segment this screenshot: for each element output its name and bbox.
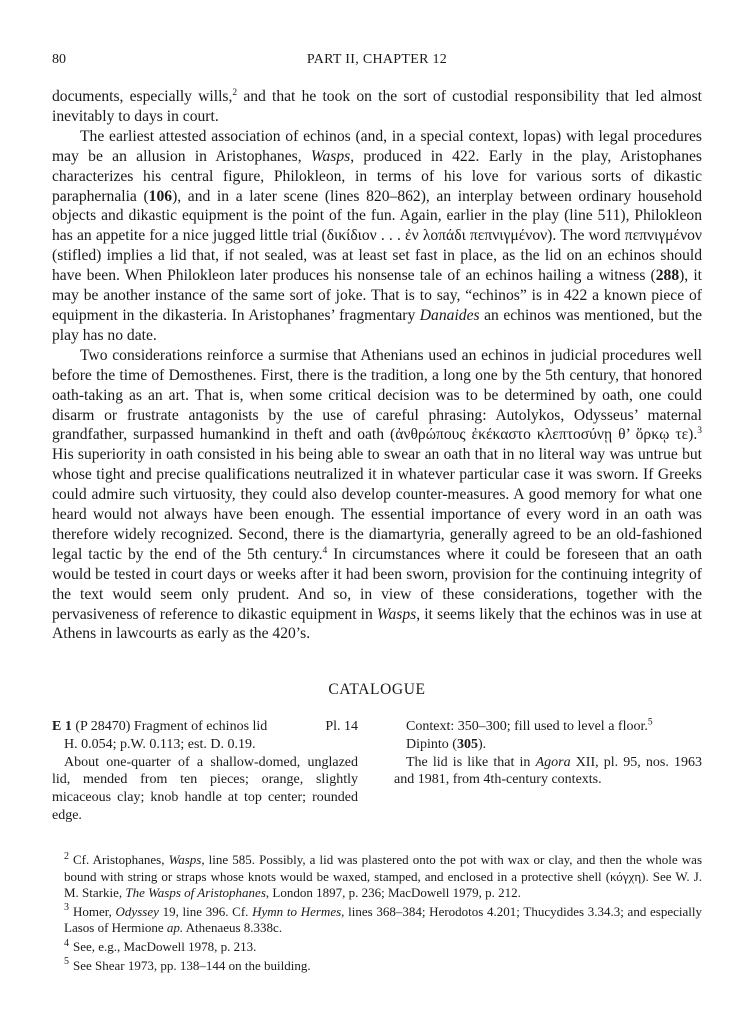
running-title: PART II, CHAPTER 12 — [306, 52, 448, 67]
catalogue-ref-106: 106 — [148, 187, 173, 205]
entry-dipinto: Dipinto (305). — [406, 736, 487, 752]
catalogue-heading: CATALOGUE — [328, 681, 426, 698]
page-header — [52, 52, 702, 72]
entry-description: About one-quarter of a shallow-domed, unglazed lid, mended from ten pieces; orange, slightly micaceous clay; knob handle at top center; rounded edge. — [52, 754, 358, 823]
entry-id: E 1 — [52, 719, 72, 734]
footnote-ref-3[interactable]: 3 — [697, 426, 702, 437]
footnote-3: $^3$ Homer, Odyssey 19, line 396. Cf. Hymn to Hermes, lines 368–384; Herodotos 4.201; Thucydides 3.34.3; and especially Lasos of Hermione ap. Athenaeus 8.338c. — [64, 902, 702, 936]
catalogue-right-column — [394, 718, 702, 789]
entry-title: (P 28470) Fragment of echinos lid — [71, 719, 268, 734]
catalogue-ref-288: 288 — [655, 267, 680, 285]
footnotes — [52, 852, 702, 976]
footnote-5: $^5$ See Shear 1973, pp. 138–144 on the building. — [64, 956, 311, 973]
footnote-2: $^2$ Cf. Aristophanes, Wasps, line 585. Possibly, a lid was plastered onto the pot with wax or clay, and then the whole was bound with string or straps whose knots would be waxed, stamped, and enclosed in a protective shell (κόγχη). See W. J. M. Starkie, The Wasps of Aristophanes, London 1897, p. 236; MacDowell 1979, p. 212. — [64, 850, 702, 901]
main-text — [52, 87, 702, 644]
entry-heading — [52, 718, 358, 736]
entry-comparison: The lid is like that in Agora XII, pl. 95, nos. 1963 and 1981, from 4th-century contexts. — [394, 754, 702, 788]
entry-context: Context: 350–300; fill used to level a floor.$^5$ — [406, 717, 653, 734]
footnote-ref-4[interactable]: 4 — [322, 545, 328, 556]
footnote-ref-5[interactable]: 5 — [647, 717, 653, 728]
plate-ref: Pl. 14 — [325, 719, 358, 734]
paragraph-1: documents, especially wills,$^2$ and that he took on the sort of custodial responsibility that led almost inevitably to days in court. — [52, 87, 702, 125]
catalogue-left-column — [52, 718, 358, 825]
entry-dimensions: H. 0.054; p.W. 0.113; est. D. 0.19. — [64, 736, 256, 752]
footnote-ref-2[interactable]: 2 — [232, 87, 238, 98]
paragraph-2: The earliest attested association of echinos (and, in a special context, lopas) with legal procedures may be an allusion in Aristophanes, Wasps, produced in 422. Early in the play, Aristophanes characterizes his central figure, Philokleon, in terms of his love for various sorts of dikastic paraphernalia (106), and in a later scene (lines 820–862), an interplay between ordinary household objects and dikastic equipment is the point of the fun. Again, earlier in the play (line 511), Philokleon has an appetite for a nice jugged little trial (δικίδιον . . . ἐν λοπάδι πεπνιγμένον). The word πεπνιγμένον (stifled) implies a lid that, if not sealed, was at least set fast in place, as the lid on an echinos should have been. When Philokleon later produces his nonsense tale of an echinos hailing a witness (288), it may be another instance of the same sort of joke. That is to say, “echinos” is in 422 a known piece of equipment in the dikasteria. In Aristophanes’ fragmentary Danaides an echinos was mentioned, but the play has no date. — [52, 127, 702, 344]
page-number: 80 — [52, 52, 66, 67]
footnote-4: $^4$ See, e.g., MacDowell 1978, p. 213. — [64, 937, 257, 954]
paragraph-3: Two considerations reinforce a surmise that Athenians used an echinos in judicial procedures well before the time of Demosthenes. First, there is the tradition, a long one by the 5th century, that honored oath-taking as an art. That is, when some critical decision was to be determined by oath, one could disarm or frustrate antagonists by the use of careful phrasing: Autolykos, Odysseus’ maternal grandfather, surpassed humankind in theft and oath (ἀνθρώπους ἐκέκαστο κλεπτοσύνῃ θ’ ὅρκῳ τε).$^3$ His superiority in oath consisted in his being able to swear an oath that in no literal way was untrue but whose tight and precise qualifications neutralized it in whatever particular case it was sworn. If Greeks could admire such virtuosity, they could also develop counter-measures. A good memory for what one heard would not always have been enough. The essential importance of every word in an oath was therefore widely recognized. Second, there is the diamartyria, generally agreed to be an old-fashioned legal tactic by the end of the 5th century.$^4$ In circumstances where it could be foreseen that an oath would be tested in court days or weeks after it had been sworn, provision for the continuing integrity of the text would seem only prudent. And so, in view of these considerations, together with the pervasiveness of reference to dikastic equipment in Wasps, it seems likely that the echinos was in use at Athens in lawcourts as early as the 420’s. — [52, 346, 702, 643]
